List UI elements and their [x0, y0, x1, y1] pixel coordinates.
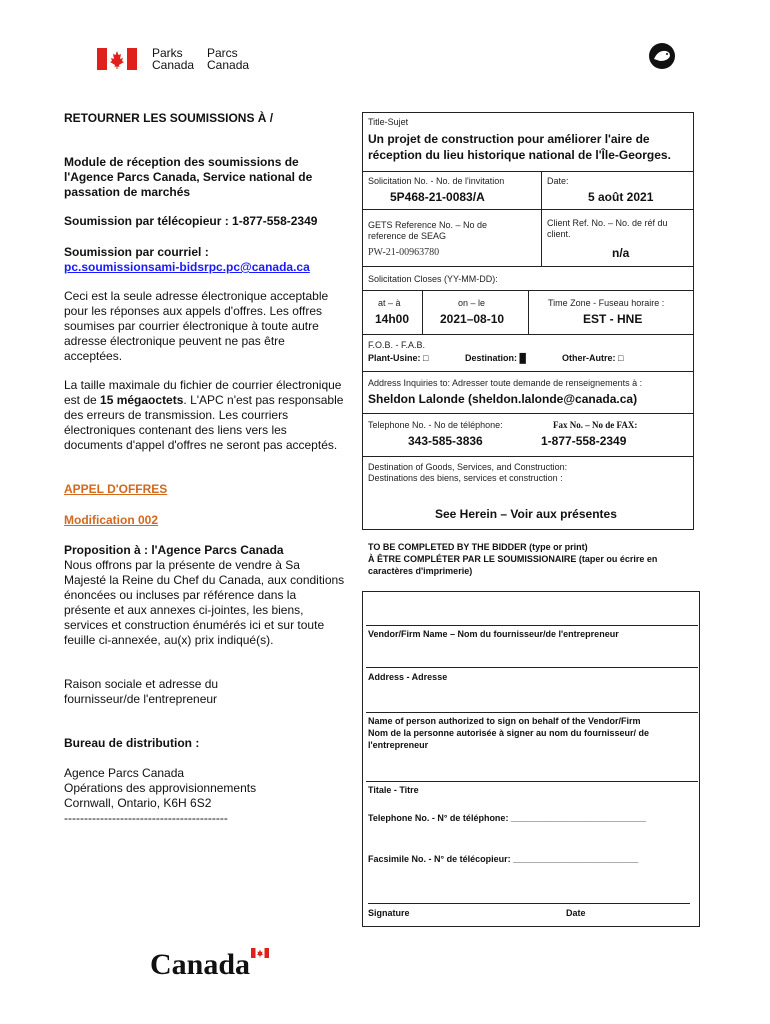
- date-label: Date:: [547, 176, 569, 186]
- module-line-1: Module de réception des soumissions de: [64, 155, 299, 169]
- vendor-label: Vendor/Firm Name – Nom du fournisseur/de l'entrepreneur: [368, 629, 619, 639]
- distribution-address: Agence Parcs Canada Opérations des approvisionnements Cornwall, Ontario, K6H 6S2 -----------------------------------------: [64, 766, 257, 825]
- other-option[interactable]: Other-Autre: □: [562, 353, 624, 363]
- modification-heading: Modification 002: [64, 513, 159, 527]
- return-title: RETOURNER LES SOUMISSIONS À /: [64, 111, 274, 125]
- telephone-label: Telephone No. - No de téléphone:: [368, 420, 503, 430]
- appel-heading: APPEL D'OFFRES: [64, 482, 168, 496]
- beaver-emblem-icon: [648, 42, 676, 70]
- gets-label: GETS Reference No. – No de reference de SEAG: [368, 220, 488, 241]
- address-label: Address - Adresse: [368, 672, 448, 682]
- client-ref-label: Client Ref. No. – No. de réf du client.: [547, 218, 668, 239]
- proposition-text: Nous offrons par la présente de vendre à Sa Majesté la Reine du Chef du Canada, aux conditions énoncées ou incluses par référence dans la présente et aux annexes ci-jointes, les biens, services et construction énumérés ici et sur toute feuille ci-annexée, au(x) prix indiqué(s).: [64, 558, 345, 647]
- para1: Ceci est la seule adresse électronique acceptable pour les réponses aux appels d'offres. Les offres soumises par courrier électronique à toute autre adresse électronique peuvent ne pas être acceptées.: [64, 289, 329, 363]
- telephone-value: 343-585-3836: [408, 434, 483, 448]
- destination-goods-label: Destination of Goods, Services, and Construction: Destinations des biens, services et construction :: [368, 462, 568, 483]
- canada-fr-label: Canada: [207, 58, 250, 72]
- signature-label: Signature: [368, 908, 410, 918]
- canada-wordmark: Canada: [150, 948, 251, 981]
- fob-label: F.O.B. - F.A.B.: [368, 340, 426, 350]
- closes-label: Solicitation Closes (YY-MM-DD):: [368, 274, 498, 284]
- proposition-title: Proposition à : l'Agence Parcs Canada: [64, 543, 284, 557]
- email-link[interactable]: pc.soumissionsami-bidsrpc.pc@canada.ca: [64, 260, 310, 274]
- at-value: 14h00: [375, 312, 410, 326]
- bureau-distribution: Bureau de distribution :: [64, 736, 200, 750]
- fax-submission: Soumission par télécopieur : 1-877-558-2349: [64, 214, 318, 228]
- fax-value: 1-877-558-2349: [541, 434, 627, 448]
- timezone-label: Time Zone - Fuseau horaire :: [548, 298, 665, 308]
- destination-option[interactable]: Destination: █: [465, 353, 526, 363]
- gets-value: PW-21-00963780: [368, 247, 440, 258]
- on-value: 2021–08-10: [440, 312, 505, 326]
- fax-label: Fax No. – No de FAX:: [553, 420, 638, 430]
- para2: La taille maximale du fichier de courrier électronique est de 15 mégaoctets. L'APC n'est pas responsable des erreurs de transmission. Les courriers électroniques contenant des liens vers les documents d'appel d'offres ne seront pas acceptés.: [64, 378, 344, 452]
- date-sign-label: Date: [566, 908, 586, 918]
- email-label: Soumission par courriel :: [64, 245, 209, 259]
- vendor-input-line[interactable]: [366, 625, 698, 626]
- plant-option[interactable]: Plant-Usine: □: [368, 353, 429, 363]
- title-input-line[interactable]: [366, 781, 698, 782]
- at-label: at – à: [378, 298, 401, 308]
- title-value: Un projet de construction pour améliorer l'aire de réception du lieu historique national de l'Île-Georges.: [368, 132, 671, 162]
- date-value: 5 août 2021: [588, 190, 654, 204]
- wordmark-flag-icon: [251, 948, 269, 958]
- client-ref-value: n/a: [612, 246, 630, 260]
- telephone-field[interactable]: Telephone No. - N° de téléphone: ___________________________: [368, 813, 647, 823]
- titre-label: Titale - Titre: [368, 785, 419, 795]
- module-line-2: l'Agence Parcs Canada, Service national de: [64, 170, 313, 184]
- signature-input-line[interactable]: [368, 903, 690, 904]
- facsimile-field[interactable]: Facsimile No. - N° de télécopieur: _________________________: [368, 854, 639, 864]
- parcs-fr-label: Parcs: [207, 46, 238, 60]
- authorized-person-label: Name of person authorized to sign on behalf of the Vendor/Firm Nom de la personne autorisée à signer au nom du fournisseur/ de l'entrepreneur: [368, 716, 650, 750]
- canada-flag-logo: [97, 48, 137, 70]
- parks-en-label: Parks: [152, 46, 183, 60]
- bidder-instructions: TO BE COMPLETED BY THE BIDDER (type or print) À ÊTRE COMPLÉTER PAR LE SOUMISSIONAIRE (taper ou écrire en caractères d'imprimerie): [368, 542, 658, 576]
- solicitation-label: Solicitation No. - No. de l'invitation: [368, 176, 505, 186]
- inquiries-value: Sheldon Lalonde (sheldon.lalonde@canada.ca): [368, 392, 638, 406]
- raison-sociale: Raison sociale et adresse du fournisseur/de l'entrepreneur: [64, 677, 219, 706]
- on-label: on – le: [458, 298, 486, 308]
- solicitation-value: 5P468-21-0083/A: [390, 190, 485, 204]
- inquiries-label: Address Inquiries to: Adresser toute demande de renseignements à :: [368, 378, 643, 388]
- timezone-value: EST - HNE: [583, 312, 643, 326]
- title-label: Title-Sujet: [368, 117, 409, 127]
- destination-goods-value: See Herein – Voir aux présentes: [435, 507, 617, 521]
- bidder-form: [362, 591, 700, 927]
- canada-en-label: Canada: [152, 58, 195, 72]
- address-input-line[interactable]: [366, 667, 698, 668]
- module-line-3: passation de marchés: [64, 185, 191, 199]
